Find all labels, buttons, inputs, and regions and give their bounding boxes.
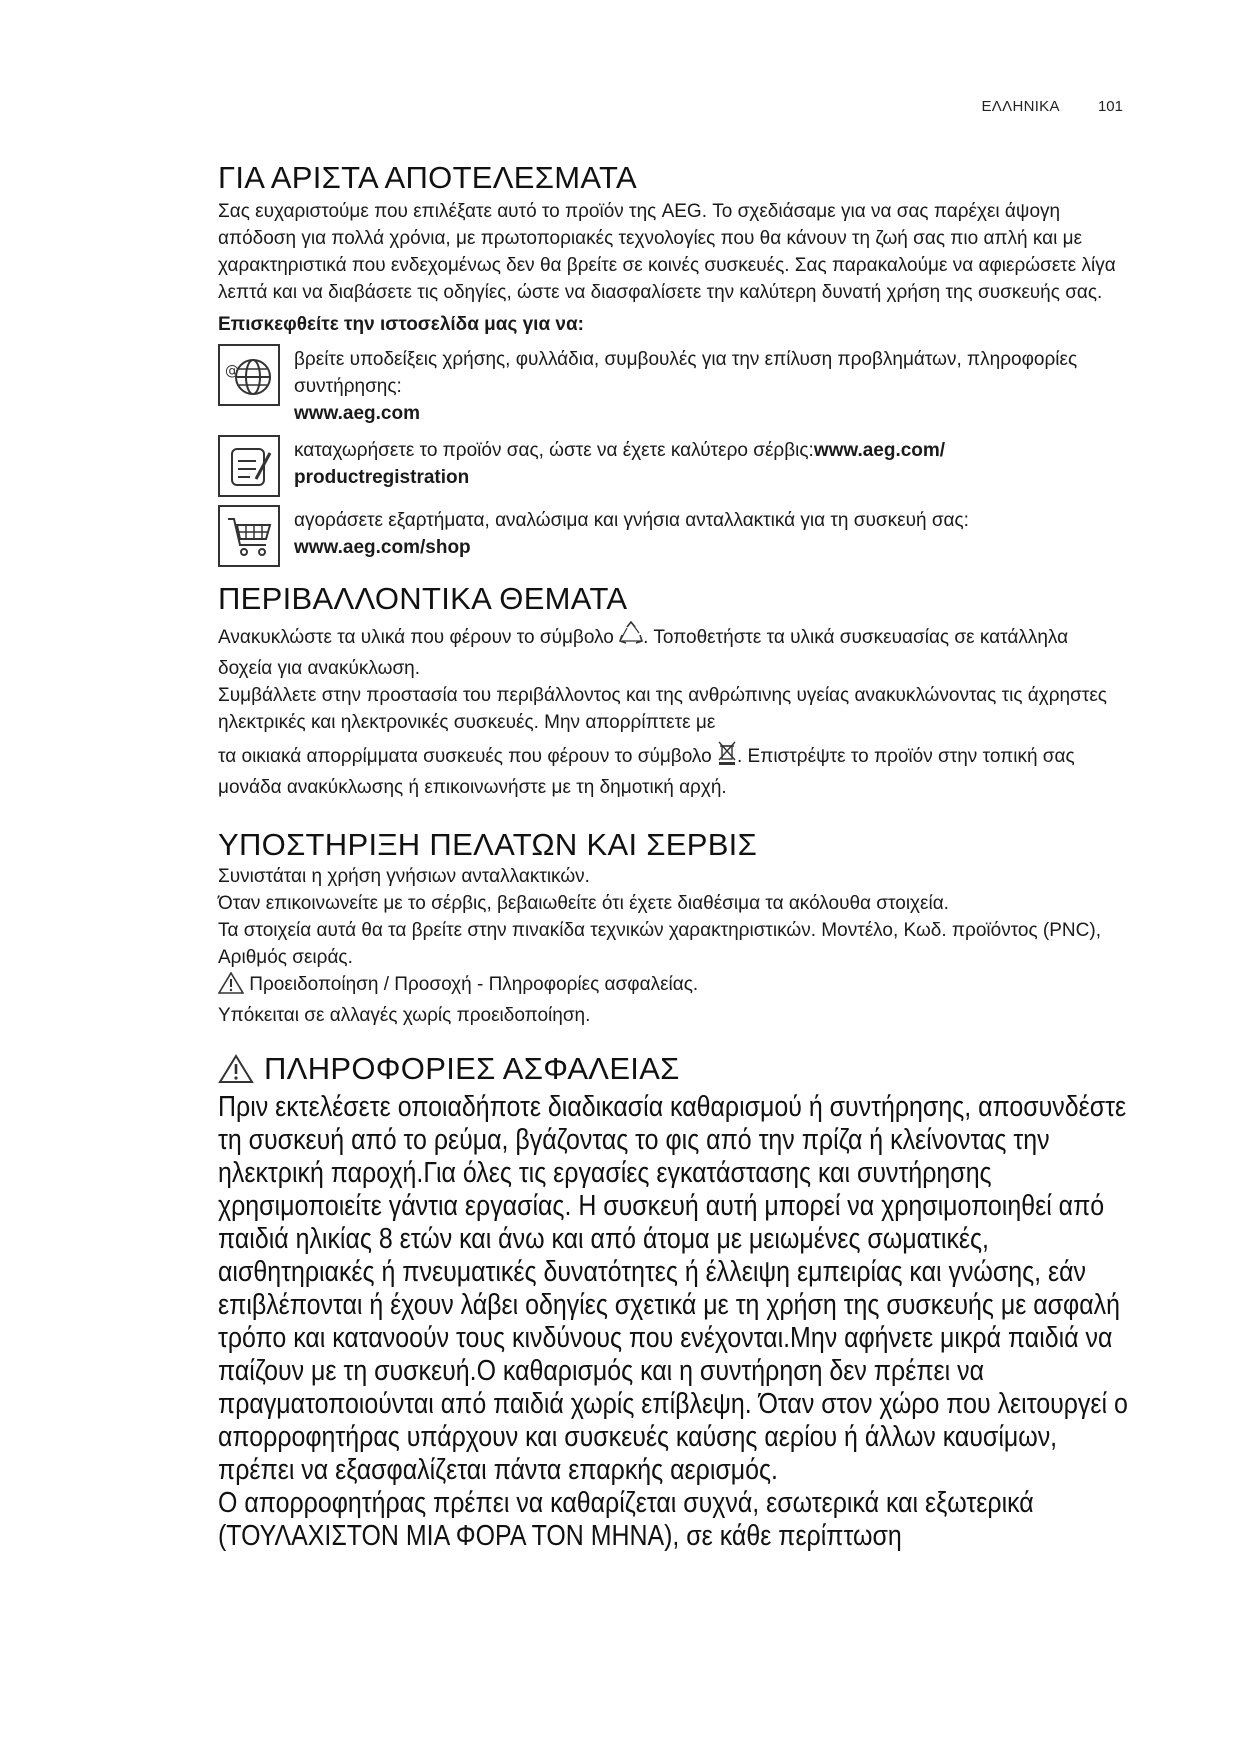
warning-legend: Προειδοποίηση / Προσοχή - Πληροφορίες ασφαλείας. — [249, 974, 699, 995]
section-title-best-results: ΓΙΑ ΑΡΙΣΤΑ ΑΠΟΤΕΛΕΣΜΑΤΑ — [218, 160, 637, 195]
section-title-environment: ΠΕΡΙΒΑΛΛΟΝΤΙΚΑ ΘΕΜΑΤΑ — [218, 581, 628, 616]
link-aeg-shop[interactable]: www.aeg.com/shop — [294, 537, 471, 558]
support-line-2: Όταν επικοινωνείτε με το σέρβις, βεβαιωθείτε ότι έχετε διαθέσιμα τα ακόλουθα στοιχεία. — [218, 893, 949, 914]
intro-paragraph: Σας ευχαριστούμε που επιλέξατε αυτό το προϊόν της AEG. Το σχεδιάσαμε για να σας παρέχει άψογη απόδοση για πολλά χρόνια, με πρωτοποριακές τεχνολογίες που θα κάνουν τη ζωή σας πιο απλή και με χαρακτηριστικά που ενδεχομένως δεν θα βρείτε σε κοινές συσκευές. Σας παρακαλούμε να αφιερώσετε λίγα λεπτά και να διαβάσετε τις οδηγίες, ώστε να διασφαλίσετε την καλύτερη δυνατή χρήση της συσκευής σας. — [218, 201, 1116, 303]
weee-paragraph: Συμβάλλετε στην προστασία του περιβάλλοντος και της ανθρώπινης υγείας ανακυκλώνοντας τις άχρηστες ηλεκτρικές και ηλεκτρονικές συσκευές. Μην απορρίπτετε με — [218, 685, 1107, 733]
support-line-3: Τα στοιχεία αυτά θα τα βρείτε στην πινακίδα τεχνικών χαρακτηριστικών. Μοντέλο, Κωδ. προϊόντος (PNC), Αριθμός σειράς. — [218, 920, 1101, 968]
tips-text: βρείτε υποδείξεις χρήσης, φυλλάδια, συμβουλές για την επίλυση προβλημάτων, πληροφορίες συντήρησης: — [294, 349, 1078, 397]
recycle-text-b: . Τοποθετήστε τα υλικά συσκευασίας σε κατάλληλα δοχεία για ανακύκλωση. — [218, 627, 1069, 679]
visit-heading: Επισκεφθείτε την ιστοσελίδα μας για να: — [218, 314, 584, 335]
shop-text: αγοράσετε εξαρτήματα, αναλώσιμα και γνήσια ανταλλακτικά για τη συσκευή σας: — [294, 510, 969, 531]
section-title-safety: ΠΛΗΡΟΦΟΡΙΕΣ ΑΣΦΑΛΕΙΑΣ — [264, 1051, 680, 1086]
section-title-support: ΥΠΟΣΤΗΡΙΞΗ ΠΕΛΑΤΩΝ ΚΑΙ ΣΕΡΒΙΣ — [218, 827, 758, 862]
list-item-registration — [218, 435, 1118, 497]
link-aeg-home[interactable]: www.aeg.com — [294, 403, 420, 424]
page-content — [218, 160, 1128, 1553]
safety-heading — [218, 1051, 1118, 1087]
recycle-text-a: Ανακυκλώστε τα υλικά που φέρουν το σύμβολο — [218, 627, 614, 648]
svg-text:@: @ — [225, 363, 239, 379]
support-line-4 — [218, 971, 1118, 1002]
page-number: 101 — [1097, 98, 1123, 115]
recycle-icon — [619, 621, 643, 655]
language-label: ΕΛΛΗΝΙΚΑ — [981, 98, 1060, 115]
support-line-5: Υπόκειται σε αλλαγές χωρίς προειδοποίηση. — [218, 1005, 591, 1026]
safety-body: Πριν εκτελέσετε οποιαδήποτε διαδικασία καθαρισμού ή συντήρησης, αποσυνδέστε τη συσκευή από το ρεύμα, βγάζοντας το φις από την πρίζα ή κλείνοντας την ηλεκτρική παροχή.Για όλες τις εργασίες εγκατάστασης και συντήρησης χρησιμοποιείτε γάντια εργασίας. Η συσκευή αυτή μπορεί να χρησιμοποιηθεί από παιδιά ηλικίας 8 ετών και άνω και από άτομα με μειωμένες σωματικές, αισθητηριακές ή πνευματικές δυνατότητες ή έλλειψη εμπειρίας και γνώσης, εάν επιβλέπονται ή έχουν λάβει οδηγίες σχετικά με τη χρήση της συσκευής με ασφαλή τρόπο και κατανοούν τους κινδύνους που ενέχονται.Μην αφήνετε μικρά παιδιά να παίζουν με τη συσκευή.Ο καθαρισμός και η συντήρηση δεν πρέπει να πραγματοποιούνται από παιδιά χωρίς επίβλεψη. Όταν στον χώρο που λειτουργεί ο απορροφητήρας υπάρχουν και συσκευές καύσης αερίου ή άλλων καυσίμων, πρέπει να εξασφαλίζεται πάντα επαρκής αερισμός. — [218, 1091, 1128, 1486]
recycle-paragraph — [218, 621, 1118, 682]
warning-icon — [218, 972, 244, 1002]
link-product-registration[interactable]: www.aeg.com/ productregistration — [294, 440, 946, 488]
weee-text-b: . Επιστρέψτε το προϊόν στην τοπική σας μονάδα ανακύκλωσης ή επικοινωνήστε με τη δημοτική αρχή. — [218, 746, 1075, 798]
globe-icon — [218, 344, 280, 406]
crossed-bin-icon — [717, 740, 737, 774]
weee-text-a: τα οικιακά απορρίμματα συσκευές που φέρουν το σύμβολο — [218, 746, 712, 767]
list-item-shop — [218, 505, 1118, 567]
registration-text: καταχωρήσετε το προϊόν σας, ώστε να έχετε καλύτερο σέρβις: — [294, 440, 814, 461]
cart-icon — [218, 505, 280, 567]
page-header — [982, 98, 1124, 115]
support-line-1: Συνιστάται η χρήση γνήσιων ανταλλακτικών. — [218, 866, 590, 887]
registration-icon — [218, 435, 280, 497]
weee-paragraph-cont — [218, 740, 1118, 801]
safety-body-2: Ο απορροφητήρας πρέπει να καθαρίζεται συχνά, εσωτερικά και εξωτερικά (ΤΟΥΛΑΧΙΣΤΟΝ ΜΙΑ ΦΟΡΑ ΤΟΝ ΜΗΝΑ), σε κάθε περίπτωση — [218, 1487, 1034, 1552]
list-item-tips — [218, 344, 1118, 427]
safety-warning-icon — [218, 1054, 254, 1084]
